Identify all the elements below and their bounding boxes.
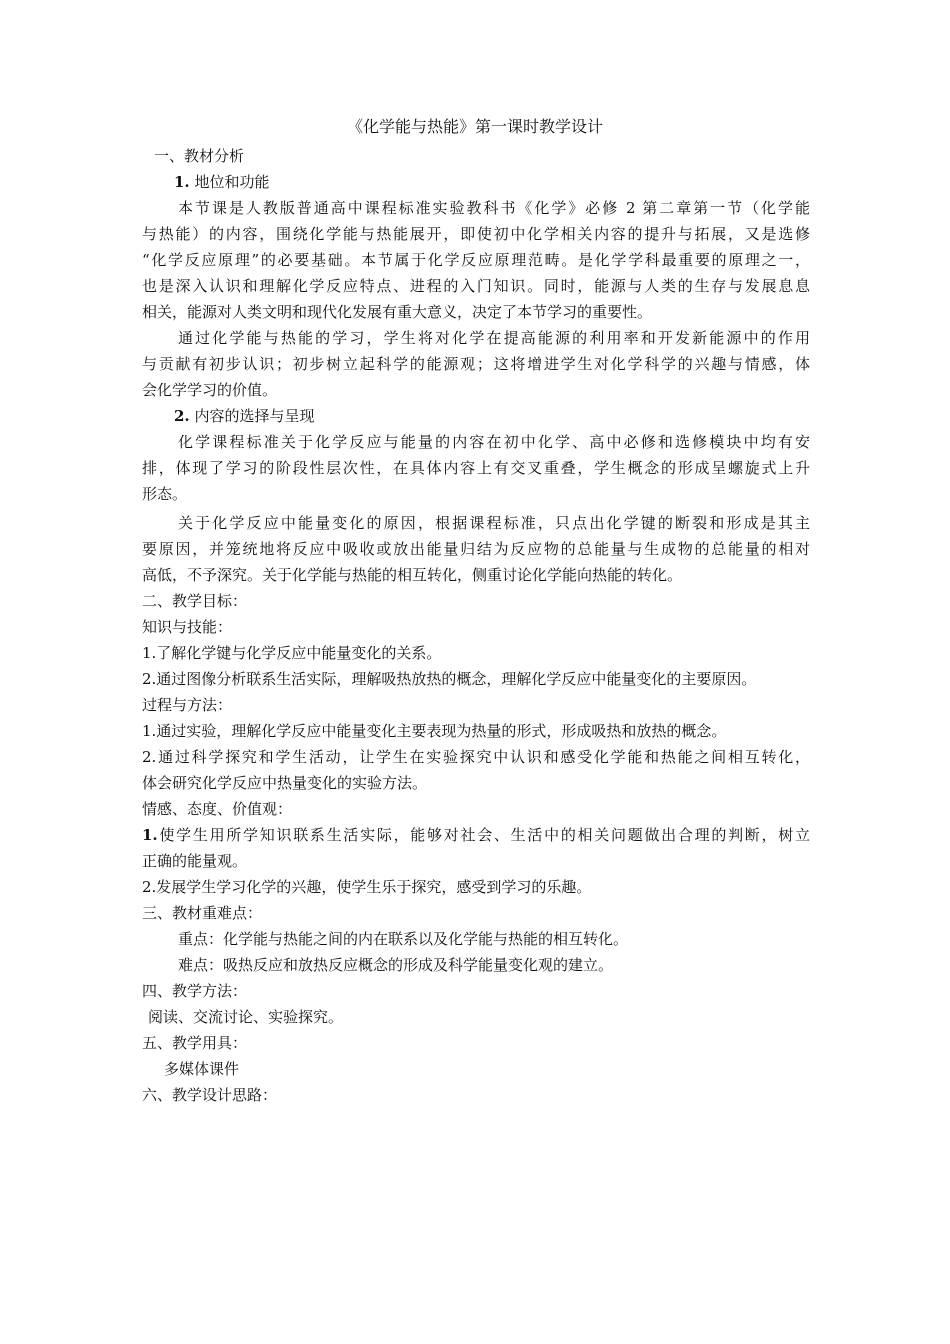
paragraph-2-line: 会化学学习的价值。 bbox=[142, 381, 278, 399]
knowledge-skills-heading: 知识与技能： bbox=[142, 618, 233, 636]
paragraph-4 bbox=[142, 510, 810, 588]
paragraph-1-line: 与热能）的内容，围绕化学能与热能展开，即使初中化学相关内容的提升与拓展，又是选修 bbox=[142, 225, 810, 243]
teaching-methods: 阅读、交流讨论、实验探究。 bbox=[148, 1008, 344, 1026]
process-item-2-line: 2.通过科学探究和学生活动，让学生在实验探究中认识和感受化学能和热能之间相互转化， bbox=[142, 748, 810, 766]
subheading-2 bbox=[142, 403, 810, 429]
knowledge-item-1: 1.了解化学键与化学反应中能量变化的关系。 bbox=[142, 644, 442, 662]
paragraph-3-line: 化学课程标准关于化学反应与能量的内容在初中化学、高中必修和选修模块中均有安 bbox=[178, 433, 810, 451]
paragraph-2-line: 通过化学能与热能的学习，学生将对化学在提高能源的利用率和开发新能源中的作用 bbox=[178, 329, 810, 347]
section-4-heading: 四、教学方法： bbox=[142, 982, 248, 1000]
paragraph-2 bbox=[142, 325, 810, 403]
paragraph-1-line: “化学反应原理”的必要基础。本节属于化学反应原理范畴。是化学学科最重要的原理之一， bbox=[142, 251, 810, 269]
emotion-values-heading: 情感、态度、价值观： bbox=[142, 800, 293, 818]
teaching-tools: 多媒体课件 bbox=[164, 1060, 240, 1078]
paragraph-4-line: 要原因，并笼统地将反应中吸收或放出能量归结为反应物的总能量与生成物的总能量的相对 bbox=[142, 540, 810, 558]
section-5-heading: 五、教学用具： bbox=[142, 1034, 248, 1052]
paragraph-2-line: 与贡献有初步认识；初步树立起科学的能源观；这将增进学生对化学科学的兴趣与情感，体 bbox=[142, 355, 810, 373]
paragraph-1 bbox=[142, 195, 810, 325]
document-body bbox=[142, 143, 810, 1108]
paragraph-4-line: 关于化学反应中能量变化的原因，根据课程标准，只点出化学键的断裂和形成是其主 bbox=[178, 514, 810, 532]
subheading-2-number: 2. bbox=[174, 407, 190, 425]
paragraph-1-line: 相关，能源对人类文明和现代化发展有重大意义，决定了本节学习的重要性。 bbox=[142, 303, 653, 321]
paragraph-1-line: 本节课是人教版普通高中课程标准实验教科书《化学》必修 2 第二章第一节（化学能 bbox=[178, 199, 810, 217]
paragraph-3-line: 形态。 bbox=[142, 485, 188, 503]
emotion-item-1-text: 使学生用所学知识联系生活实际，能够对社会、生活中的相关问题做出合理的判断，树立 bbox=[157, 826, 810, 844]
emotion-item-1-line: 正确的能量观。 bbox=[142, 852, 248, 870]
paragraph-1-line: 也是深入认识和理解化学反应特点、进程的入门知识。同时，能源与人类的生存与发展息息 bbox=[142, 277, 810, 295]
section-6-heading: 六、教学设计思路： bbox=[142, 1086, 278, 1104]
emotion-item-1-number: 1. bbox=[142, 826, 158, 844]
subheading-1-number: 1. bbox=[174, 173, 190, 191]
paragraph-3 bbox=[142, 429, 810, 507]
knowledge-item-2: 2.通过图像分析联系生活实际，理解吸热放热的概念，理解化学反应中能量变化的主要原因。 bbox=[142, 670, 757, 688]
section-2-heading: 二、教学目标： bbox=[142, 592, 248, 610]
process-item-1: 1.通过实验，理解化学反应中能量变化主要表现为热量的形式，形成吸热和放热的概念。 bbox=[142, 722, 727, 740]
emotion-item-2: 2.发展学生学习化学的兴趣，使学生乐于探究，感受到学习的乐趣。 bbox=[142, 878, 592, 896]
section-1-heading: 一、教材分析 bbox=[154, 147, 245, 165]
paragraph-4-line: 高低，不予深究。关于化学能与热能的相互转化，侧重讨论化学能向热能的转化。 bbox=[142, 566, 683, 584]
difficult-point: 难点：吸热反应和放热反应概念的形成及科学能量变化观的建立。 bbox=[178, 956, 614, 974]
document-title: 《化学能与热能》第一课时教学设计 bbox=[346, 117, 603, 136]
emotion-item-1-line bbox=[142, 822, 810, 848]
subheading-1-text: 地位和功能 bbox=[194, 173, 270, 191]
subheading-2-text: 内容的选择与呈现 bbox=[194, 407, 315, 425]
section-3-heading: 三、教材重难点： bbox=[142, 904, 263, 922]
subheading-1 bbox=[142, 169, 810, 195]
process-item-2-line: 体会研究化学反应中热量变化的实验方法。 bbox=[142, 774, 428, 792]
key-point: 重点：化学能与热能之间的内在联系以及化学能与热能的相互转化。 bbox=[178, 930, 629, 948]
paragraph-3-line: 排，体现了学习的阶段性层次性，在具体内容上有交叉重叠，学生概念的形成呈螺旋式上升 bbox=[142, 459, 810, 477]
process-methods-heading: 过程与方法： bbox=[142, 696, 233, 714]
